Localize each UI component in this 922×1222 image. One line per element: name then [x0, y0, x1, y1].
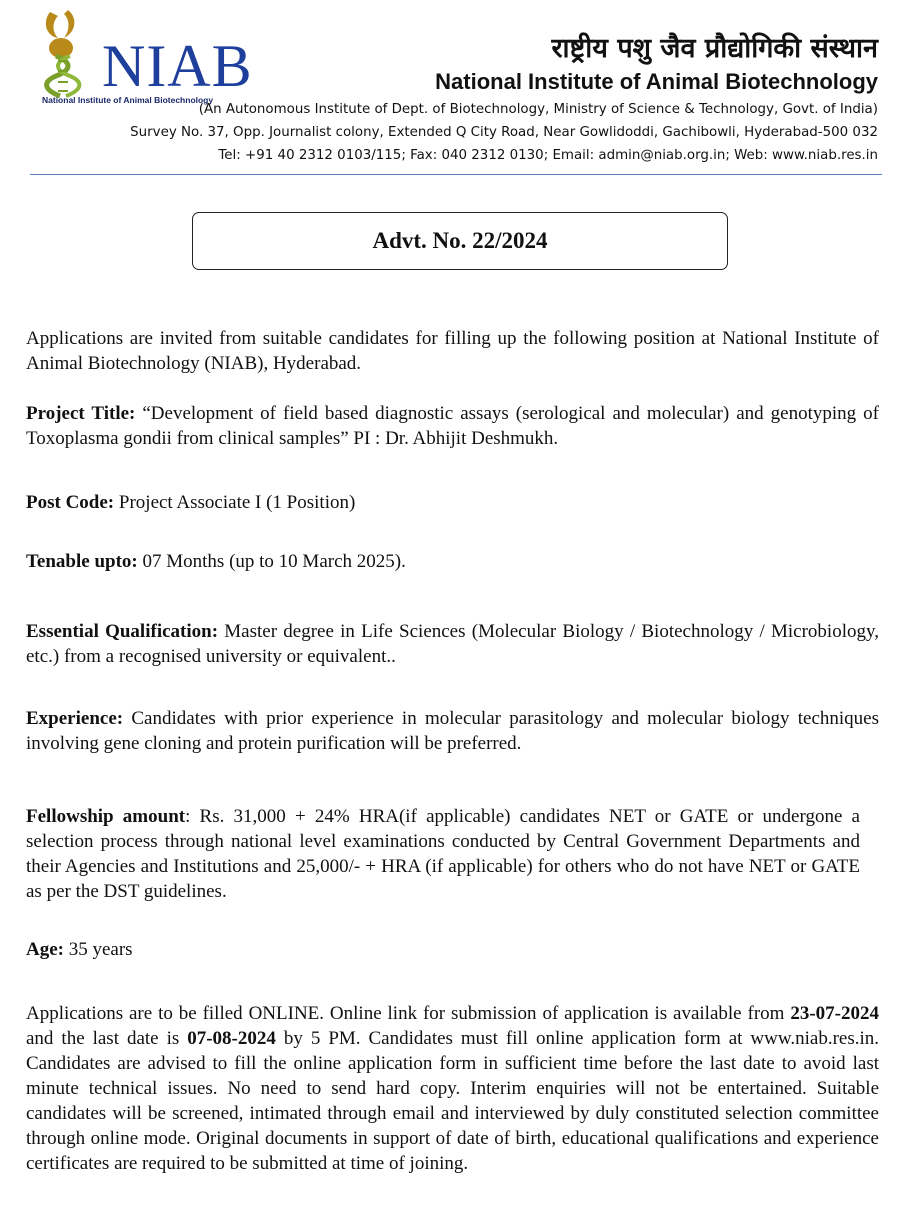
institute-contact: Tel: +91 40 2312 0103/115; Fax: 040 2312 0130; Email: admin@niab.org.in; Web: www.niab.res.in [218, 148, 878, 163]
institute-name-hindi: राष्ट्रीय पशु जैव प्रौद्योगिकी संस्थान [551, 33, 878, 64]
logo-wordmark: NIAB [102, 33, 253, 99]
age-label: Age: [26, 939, 64, 960]
experience-value: Candidates with prior experience in molecular parasitology and molecular biology techniques involving gene cloning and protein purification will be preferred. [26, 708, 880, 754]
advt-number-box [192, 212, 728, 270]
fellowship-value: : Rs. 31,000 + 24% HRA(if applicable) candidates NET or GATE or undergone a selection process through national level examinations conducted by Central Government Departments and their Agencies and Institutions and 25,000/- + HRA (if applicable) for others who do not have NET or GATE as per the DST guidelines. [26, 806, 860, 902]
post-code-section [26, 490, 879, 515]
age-section [26, 937, 879, 962]
application-last-date: 07-08-2024 [187, 1028, 276, 1049]
institute-affiliation: (An Autonomous Institute of Dept. of Biotechnology, Ministry of Science & Technology, Govt. of India) [198, 102, 878, 117]
tenable-label: Tenable upto: [26, 551, 138, 572]
project-title-label: Project Title: [26, 403, 136, 424]
age-value: 35 years [68, 939, 133, 960]
letterhead-divider [30, 174, 882, 175]
post-code-label: Post Code: [26, 492, 115, 513]
qualification-label: Essential Qualification: [26, 621, 219, 642]
qualification-value: Master degree in Life Sciences (Molecular Biology / Biotechnology / Microbiology, etc.) from a recognised university or equivalent.. [26, 621, 880, 667]
fellowship-label: Fellowship amount [26, 806, 186, 827]
project-title-section [26, 401, 879, 451]
tenable-value: 07 Months (up to 10 March 2025). [142, 551, 406, 572]
advt-number: Advt. No. 22/2024 [372, 228, 548, 253]
application-text-2: and the last date is [26, 1028, 188, 1049]
tenable-section [26, 549, 879, 574]
fellowship-section [26, 804, 860, 904]
experience-label: Experience: [26, 708, 124, 729]
experience-section [26, 706, 879, 756]
project-title-value: “Development of field based diagnostic assays (serological and molecular) and genotyping of Toxoplasma gondii from clinical samples” PI : Dr. Abhijit Deshmukh. [26, 403, 879, 449]
intro-paragraph: Applications are invited from suitable candidates for filling up the following position at National Institute of Animal Biotechnology (NIAB), Hyderabad. [26, 328, 879, 374]
post-code-value: Project Associate I (1 Position) [118, 492, 356, 513]
institute-address: Survey No. 37, Opp. Journalist colony, Extended Q City Road, Near Gowlidoddi, Gachibowli, Hyderabad-500 032 [130, 125, 878, 140]
institute-name-english: National Institute of Animal Biotechnology [435, 69, 878, 94]
qualification-section [26, 619, 879, 669]
application-paragraph [26, 1001, 879, 1176]
logo-subtitle: National Institute of Animal Biotechnology [42, 95, 214, 105]
application-start-date: 23-07-2024 [790, 1003, 879, 1024]
niab-logo [38, 8, 268, 108]
application-text-3: by 5 PM. Candidates must fill online application form at www.niab.res.in. Candidates are advised to fill the online application form in sufficient time before the last date to avoid last minute technical issues. No need to send hard copy. Interim enquiries will not be entertained. Suitable candidates will be screened, intimated through email and interviewed by duly constituted selection committee through online mode. Original documents in support of date of birth, educational qualifications and experience certificates are required to be submitted at time of joining. [26, 1028, 879, 1174]
application-text-1: Applications are to be filled ONLINE. Online link for submission of application is available from [26, 1003, 791, 1024]
